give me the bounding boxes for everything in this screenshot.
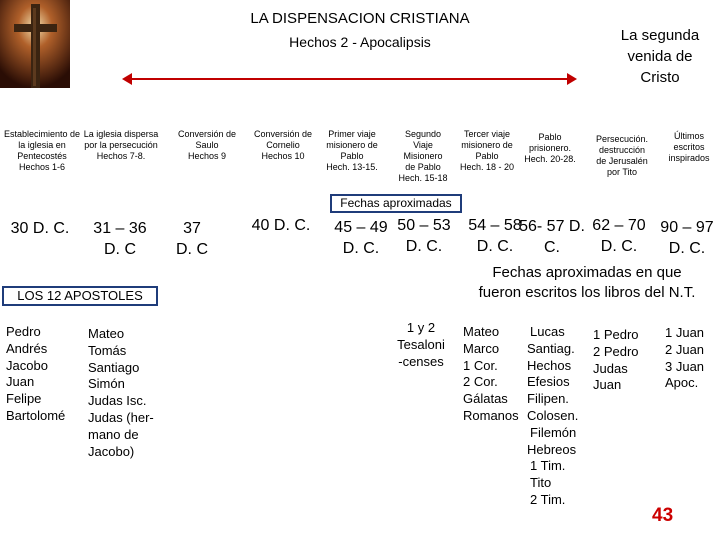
apostle-name: Pedro (6, 324, 41, 339)
date-line: D. C. (342, 240, 380, 257)
event-line: de Jerusalén (596, 156, 648, 166)
second-coming-line: Cristo (640, 69, 680, 86)
book-name: Romanos (463, 407, 519, 423)
apostles-list-2 (88, 326, 154, 460)
book-name: 1 Tim. (530, 458, 566, 474)
event-line: Hech. 15-18 (398, 173, 448, 183)
event-line: misionero de (461, 140, 513, 150)
event-line: Últimos (673, 131, 704, 141)
book-name: Filipen. (527, 391, 569, 407)
second-coming-line: La segunda (620, 27, 700, 44)
date-50-53 (392, 215, 456, 257)
date-37 (168, 218, 216, 260)
event-paul-prisoner (520, 132, 580, 165)
event-saulo (172, 129, 242, 162)
event-cornelio (250, 129, 316, 162)
apostle-name: Jacobo) (88, 443, 135, 459)
page-number: 43 (652, 505, 674, 526)
book-name: Efesios (527, 374, 570, 390)
date-31-36 (88, 218, 152, 260)
event-pentecost (0, 129, 84, 173)
event-line: Conversión de (177, 129, 237, 139)
event-line: Cornelio (266, 140, 300, 150)
event-line: escritos (673, 142, 705, 152)
event-dispersion (80, 129, 162, 162)
event-line: Misionero (403, 151, 443, 161)
date-line: 30 D. C. (10, 220, 70, 237)
event-third-trip (456, 129, 518, 173)
apostle-name: Santiago (88, 359, 140, 375)
event-line: por Tito (606, 167, 637, 177)
date-line: C. (544, 239, 560, 256)
event-line: Hechos 1-6 (18, 162, 66, 172)
event-line: por la persecución (84, 140, 158, 150)
book-name: Apoc. (665, 375, 699, 391)
event-line: Pablo (538, 132, 562, 142)
event-line: de Pablo (405, 162, 441, 172)
event-line: La iglesia dispersa (83, 129, 159, 139)
second-coming-label (590, 25, 720, 88)
book-name: Mateo (463, 324, 500, 339)
date-line: 45 – 49 (334, 219, 388, 236)
book-name: 1 Pedro (593, 327, 639, 342)
apostle-name: Mateo (88, 326, 125, 341)
event-line: Segundo (404, 129, 442, 139)
book-name: Hebreos (527, 441, 577, 457)
date-line: D. C (176, 241, 208, 258)
book-name: Juan (593, 377, 622, 393)
event-line: Pentecostés (17, 151, 67, 161)
date-line: 56- 57 D. (519, 218, 585, 235)
date-line: 50 – 53 (397, 217, 451, 234)
date-line: 90 – 97 (660, 219, 714, 236)
date-line: 31 – 36 (93, 220, 147, 237)
event-line: Tercer viaje (463, 129, 510, 139)
event-line: Pablo (340, 151, 364, 161)
books-col-mateo (463, 324, 519, 425)
apostles-list-1 (6, 324, 65, 425)
apostles-label: LOS 12 APOSTOLES (2, 286, 158, 306)
apostle-name: Simón (88, 376, 125, 392)
event-line: Viaje (413, 140, 433, 150)
event-second-trip (394, 129, 452, 184)
event-line: Hech. 18 - 20 (459, 162, 515, 172)
second-coming-line: venida de (627, 48, 693, 65)
page-title: LA DISPENSACION CRISTIANA (250, 10, 470, 27)
books-col-pedro (593, 327, 639, 394)
event-line: prisionero. (528, 143, 572, 153)
books-dates-note (454, 263, 720, 303)
note-line: fueron escritos los libros del N.T. (478, 284, 696, 301)
date-45-49 (326, 217, 396, 259)
apostle-name: Andrés (6, 340, 48, 356)
date-line: D. C. (476, 238, 514, 255)
book-name: 2 Juan (665, 341, 705, 357)
apostle-name: Tomás (88, 342, 127, 358)
apostle-name: Jacobo (6, 357, 48, 373)
event-line: Hech. 13-15. (326, 162, 378, 172)
book-name: 1 Juan (665, 325, 705, 340)
event-line: Conversión de (253, 129, 313, 139)
date-line: D. C. (405, 238, 443, 255)
apostle-name: Juan (6, 374, 35, 390)
book-name: 2 Pedro (593, 343, 639, 359)
books-thessalonians (396, 320, 446, 370)
book-name: Tesaloni (397, 336, 445, 352)
event-line: inspirados (668, 153, 710, 163)
book-name: 1 y 2 (406, 320, 436, 335)
apostle-name: Judas (her- (88, 409, 154, 425)
date-line: D. C. (668, 240, 706, 257)
event-jerusalem-destruction (590, 134, 654, 178)
date-30 (4, 218, 76, 239)
event-line: Hechos 10 (261, 151, 305, 161)
date-56-57 (514, 216, 590, 258)
books-col-juan (665, 325, 704, 392)
book-name: Santiag. (527, 340, 575, 356)
apostle-name: Judas Isc. (88, 393, 147, 409)
event-line: Saulo (195, 140, 219, 150)
timeline-arrow (122, 72, 577, 86)
event-line: destrucción (598, 145, 646, 155)
book-name: Hechos (527, 357, 572, 373)
date-line: D. C (104, 241, 136, 258)
apostle-name: Bartolomé (6, 407, 66, 423)
book-name: Marco (463, 340, 500, 356)
event-line: Hech. 20-28. (524, 154, 576, 164)
book-name: Gálatas (463, 391, 508, 407)
date-40 (244, 215, 318, 236)
event-line: Establecimiento de (3, 129, 81, 139)
event-line: Persecución. (595, 134, 649, 144)
event-line: Primer viaje (328, 129, 376, 139)
book-name: Filemón (530, 424, 577, 440)
event-line: la iglesia en (18, 140, 66, 150)
note-line: Fechas aproximadas en que (492, 264, 682, 281)
apostle-name: mano de (88, 426, 139, 442)
event-first-trip (320, 129, 384, 173)
date-line: 40 D. C. (251, 217, 311, 234)
book-name: Lucas (530, 324, 565, 339)
event-last-writings (660, 131, 718, 164)
book-name: 3 Juan (665, 358, 705, 374)
apostle-name: Felipe (6, 391, 42, 407)
event-line: Hechos 7-8. (96, 151, 146, 161)
books-col-lucas (527, 324, 578, 509)
date-line: 54 – 58 (468, 217, 522, 234)
event-line: Hechos 9 (187, 151, 227, 161)
date-90-97 (654, 217, 720, 259)
event-line: misionero de (326, 140, 378, 150)
book-name: Colosen. (527, 407, 579, 423)
event-line: Pablo (475, 151, 499, 161)
book-name: Tito (530, 475, 552, 491)
date-line: 37 (183, 220, 201, 237)
date-line: D. C. (600, 238, 638, 255)
date-line: 62 – 70 (592, 217, 646, 234)
book-name: -censes (398, 353, 444, 369)
date-62-70 (584, 215, 654, 257)
book-name: 2 Tim. (530, 491, 566, 507)
page-subtitle: Hechos 2 - Apocalipsis (289, 34, 431, 50)
book-name: 2 Cor. (463, 374, 498, 390)
book-name: 1 Cor. (463, 357, 498, 373)
approximate-dates-label: Fechas aproximadas (330, 194, 462, 213)
book-name: Judas (593, 360, 628, 376)
